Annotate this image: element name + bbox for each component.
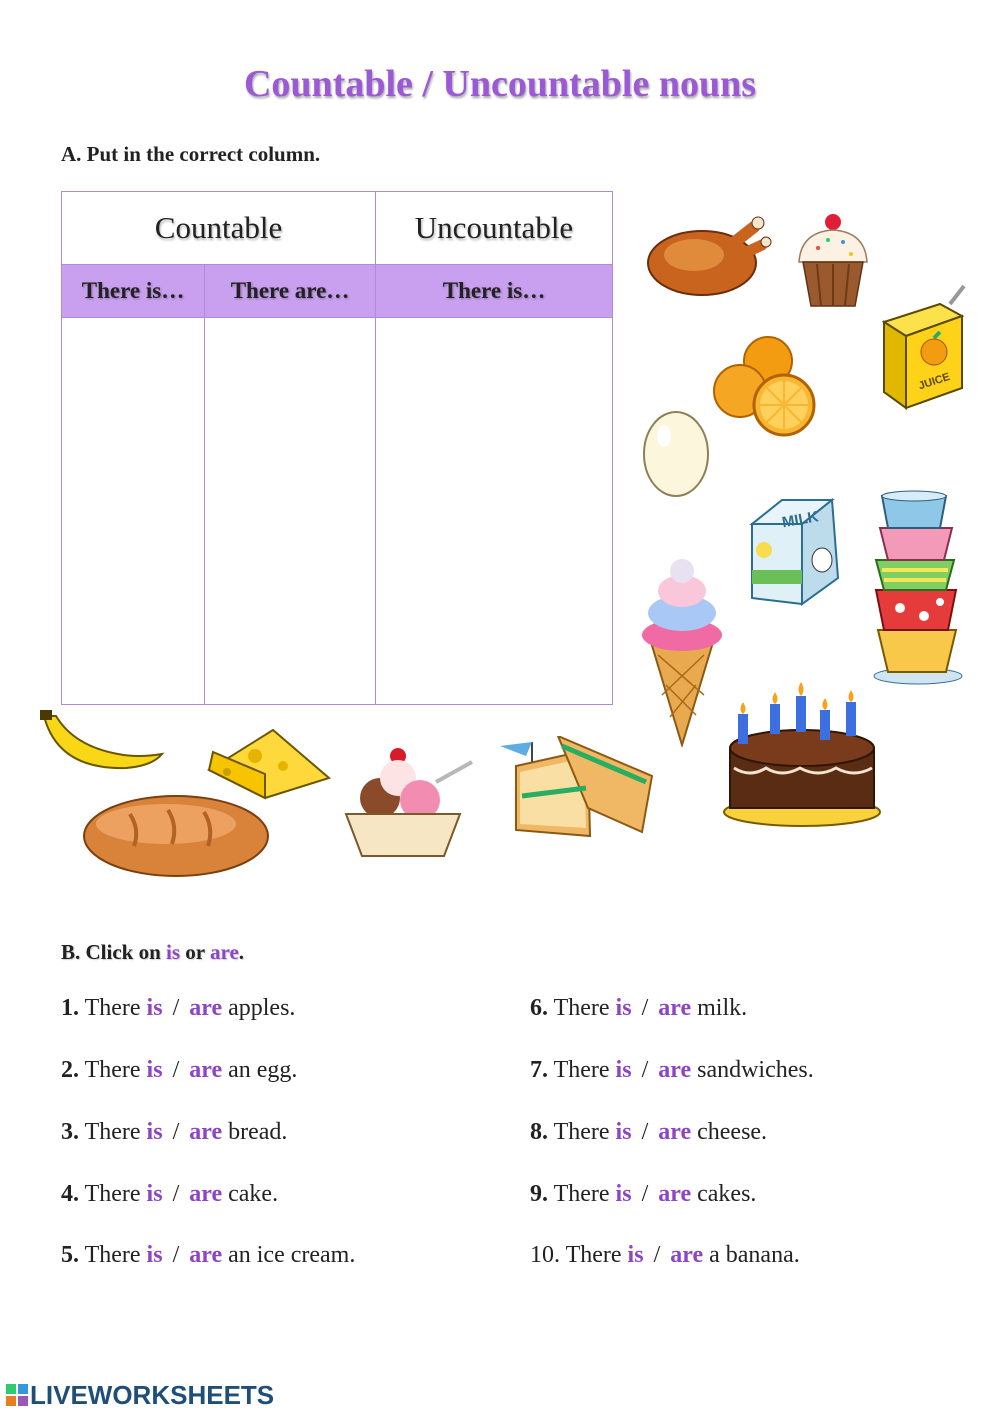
question-rest: cakes. <box>697 1181 757 1207</box>
choice-is-button[interactable]: is <box>615 1057 632 1083</box>
question-number: 7. <box>530 1057 548 1083</box>
page-title: Countable / Uncountable nouns <box>243 63 757 105</box>
choice-are-button[interactable]: are <box>189 1119 223 1145</box>
section-b-is: is <box>166 940 181 964</box>
choice-is-button[interactable]: is <box>146 1242 163 1268</box>
choice-are-button[interactable]: are <box>670 1242 704 1268</box>
question-number: 8. <box>530 1119 548 1145</box>
question-rest: bread. <box>228 1119 288 1145</box>
choice-are-button[interactable]: are <box>189 1242 223 1268</box>
question-rest: apples. <box>228 995 296 1021</box>
choice-are-button[interactable]: are <box>189 1057 223 1083</box>
roast-chicken-icon[interactable] <box>636 205 772 301</box>
choice-is-button[interactable]: is <box>146 995 163 1021</box>
choice-separator: / <box>172 1057 180 1083</box>
question-number: 9. <box>530 1181 548 1207</box>
choice-separator: / <box>641 1119 649 1145</box>
section-b-suffix: . <box>238 940 245 964</box>
ice-cream-sundae-icon[interactable] <box>340 742 480 862</box>
logo-text: LIVEWORKSHEETS <box>30 1380 275 1410</box>
question-number: 10. <box>530 1242 560 1268</box>
question-number: 2. <box>61 1057 79 1083</box>
question-rest: cake. <box>228 1181 279 1207</box>
choice-separator: / <box>172 995 180 1021</box>
question-rest: sandwiches. <box>697 1057 814 1083</box>
liveworksheets-logo <box>6 1380 274 1411</box>
choice-separator: / <box>653 1242 661 1268</box>
question-lead: There <box>565 1242 622 1268</box>
question-rest: an egg. <box>228 1057 298 1083</box>
bread-loaf-icon[interactable] <box>80 790 272 880</box>
section-a-heading: A. Put in the correct column. <box>61 142 321 166</box>
drop-zone-there-is-countable[interactable] <box>62 318 205 705</box>
question-5 <box>61 1242 355 1269</box>
question-1 <box>61 995 295 1022</box>
banana-icon[interactable] <box>38 708 166 778</box>
choice-is-button[interactable]: is <box>146 1057 163 1083</box>
question-9 <box>530 1181 756 1208</box>
question-number: 1. <box>61 995 79 1021</box>
juice-box-icon[interactable] <box>878 280 973 410</box>
question-8 <box>530 1119 767 1146</box>
section-b-prefix: B. Click on <box>61 940 167 964</box>
question-rest: cheese. <box>697 1119 768 1145</box>
question-lead: There <box>553 1181 610 1207</box>
choice-are-button[interactable]: are <box>658 995 692 1021</box>
choice-are-button[interactable]: are <box>189 1181 223 1207</box>
section-b-heading <box>61 940 244 965</box>
question-lead: There <box>84 995 141 1021</box>
there-are-header: There are… <box>205 265 376 318</box>
choice-are-button[interactable]: are <box>189 995 223 1021</box>
question-lead: There <box>553 1057 610 1083</box>
there-is-countable-header: There is… <box>62 265 205 318</box>
drop-zone-there-are[interactable] <box>205 318 376 705</box>
question-7 <box>530 1057 814 1084</box>
choice-separator: / <box>172 1119 180 1145</box>
choice-is-button[interactable]: is <box>615 995 632 1021</box>
question-number: 3. <box>61 1119 79 1145</box>
question-number: 6. <box>530 995 548 1021</box>
question-lead: There <box>84 1242 141 1268</box>
question-3 <box>61 1119 287 1146</box>
sandwich-icon[interactable] <box>496 736 656 844</box>
sorting-table <box>61 191 613 705</box>
stacked-cups-icon[interactable] <box>860 490 976 690</box>
choice-is-button[interactable]: is <box>615 1119 632 1145</box>
egg-icon[interactable] <box>640 402 712 498</box>
question-2 <box>61 1057 297 1084</box>
question-lead: There <box>84 1181 141 1207</box>
question-number: 4. <box>61 1181 79 1207</box>
question-rest: an ice cream. <box>228 1242 356 1268</box>
countable-header: Countable <box>62 192 376 265</box>
section-b-are: are <box>210 940 239 964</box>
choice-separator: / <box>641 1057 649 1083</box>
there-is-uncountable-header: There is… <box>376 265 613 318</box>
ice-cream-cone-icon[interactable] <box>638 555 726 747</box>
question-10 <box>530 1242 800 1269</box>
juice-label: JUICE <box>917 370 952 393</box>
choice-is-button[interactable]: is <box>146 1181 163 1207</box>
choice-is-button[interactable]: is <box>146 1119 163 1145</box>
drop-zone-there-is-uncountable[interactable] <box>376 318 613 705</box>
question-rest: a banana. <box>709 1242 800 1268</box>
uncountable-header: Uncountable <box>376 192 613 265</box>
choice-separator: / <box>641 1181 649 1207</box>
question-number: 5. <box>61 1242 79 1268</box>
question-lead: There <box>553 1119 610 1145</box>
question-lead: There <box>553 995 610 1021</box>
choice-is-button[interactable]: is <box>615 1181 632 1207</box>
question-lead: There <box>84 1119 141 1145</box>
logo-icon <box>6 1384 28 1406</box>
choice-is-button[interactable]: is <box>627 1242 644 1268</box>
section-b-or: or <box>180 940 210 964</box>
choice-are-button[interactable]: are <box>658 1119 692 1145</box>
cupcake-icon[interactable] <box>793 210 873 308</box>
choice-are-button[interactable]: are <box>658 1181 692 1207</box>
choice-separator: / <box>172 1242 180 1268</box>
choice-separator: / <box>172 1181 180 1207</box>
question-rest: milk. <box>697 995 748 1021</box>
question-6 <box>530 995 747 1022</box>
milk-carton-icon[interactable] <box>742 490 846 608</box>
milk-label: MILK <box>780 508 820 532</box>
birthday-cake-icon[interactable] <box>720 678 884 828</box>
choice-are-button[interactable]: are <box>658 1057 692 1083</box>
question-lead: There <box>84 1057 141 1083</box>
oranges-icon[interactable] <box>708 335 820 441</box>
choice-separator: / <box>641 995 649 1021</box>
question-4 <box>61 1181 278 1208</box>
